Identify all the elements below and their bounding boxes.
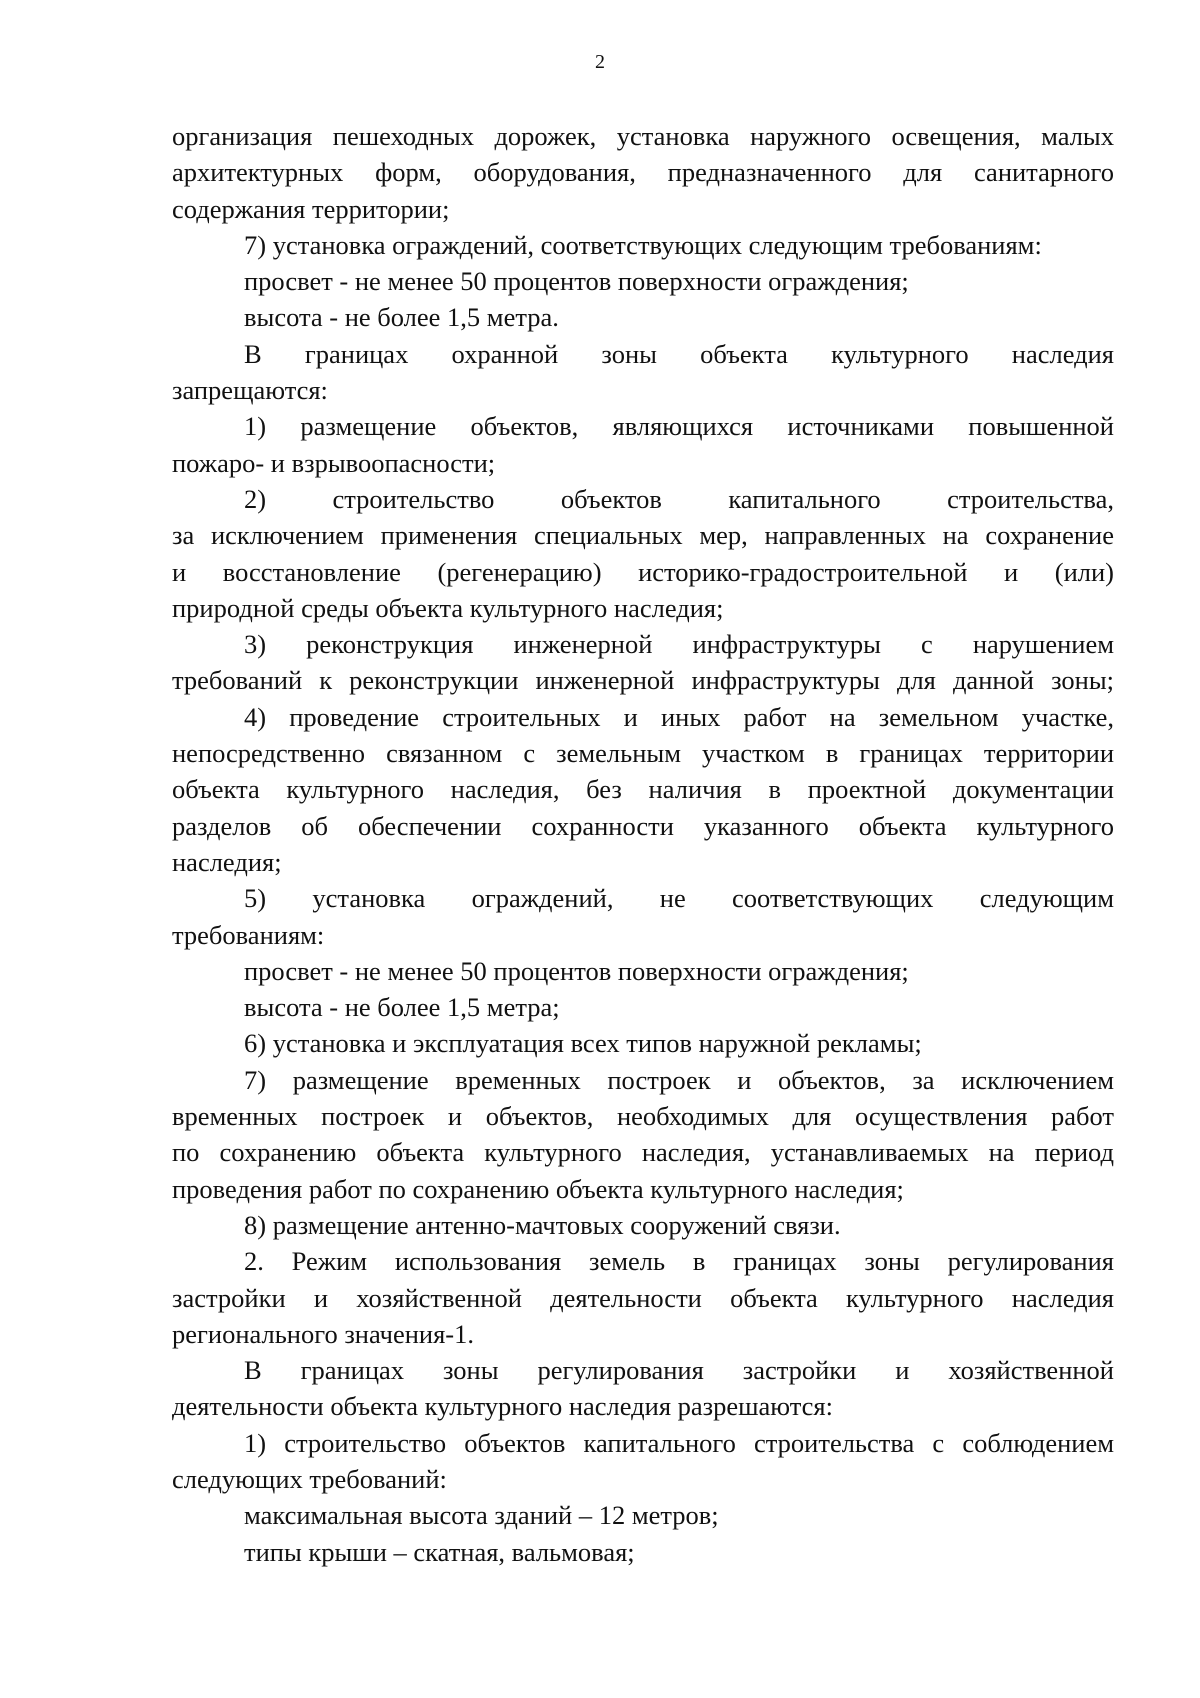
text-line: объекта культурного наследия, без наличия в проектной документации bbox=[172, 774, 1114, 805]
text-line: непосредственно связанном с земельным участком в границах территории bbox=[172, 738, 1114, 769]
text-line: 5) установка ограждений, не соответствующих следующим bbox=[244, 883, 1114, 914]
text-line: природной среды объекта культурного наследия; bbox=[172, 592, 724, 623]
text-line: пожаро- и взрывоопасности; bbox=[172, 447, 496, 478]
text-line: 8) размещение антенно-мачтовых сооружений связи. bbox=[244, 1209, 841, 1240]
text-line: деятельности объекта культурного наследия разрешаются: bbox=[172, 1391, 833, 1422]
text-line: высота - не более 1,5 метра. bbox=[244, 302, 559, 333]
text-line: 7) установка ограждений, соответствующих следующим требованиям: bbox=[244, 229, 1042, 260]
text-line: В границах зоны регулирования застройки и хозяйственной bbox=[244, 1355, 1114, 1386]
text-line: 6) установка и эксплуатация всех типов наружной рекламы; bbox=[244, 1028, 922, 1059]
text-line: застройки и хозяйственной деятельности объекта культурного наследия bbox=[172, 1282, 1114, 1313]
text-line: В границах охранной зоны объекта культурного наследия bbox=[244, 338, 1114, 369]
text-line: содержания территории; bbox=[172, 193, 450, 224]
text-line: типы крыши – скатная, вальмовая; bbox=[244, 1536, 635, 1567]
text-line: 1) размещение объектов, являющихся источниками повышенной bbox=[244, 411, 1114, 442]
document-body bbox=[172, 118, 1114, 1570]
text-line: запрещаются: bbox=[172, 375, 328, 406]
text-line: 7) размещение временных построек и объектов, за исключением bbox=[244, 1064, 1114, 1095]
text-line: 2) строительство объектов капитального строительства, bbox=[244, 483, 1114, 514]
text-line: наследия; bbox=[172, 846, 282, 877]
text-line: 4) проведение строительных и иных работ на земельном участке, bbox=[244, 701, 1114, 732]
text-line: 3) реконструкция инженерной инфраструктуры с нарушением bbox=[244, 629, 1114, 660]
page-number: 2 bbox=[595, 51, 605, 73]
text-line: высота - не более 1,5 метра; bbox=[244, 992, 560, 1023]
text-line: 2. Режим использования земель в границах зоны регулирования bbox=[244, 1246, 1114, 1277]
text-line: следующих требований: bbox=[172, 1463, 447, 1494]
text-line: разделов об обеспечении сохранности указанного объекта культурного bbox=[172, 810, 1114, 841]
text-line: 1) строительство объектов капитального строительства с соблюдением bbox=[244, 1427, 1114, 1458]
text-line: организация пешеходных дорожек, установка наружного освещения, малых bbox=[172, 121, 1114, 151]
text-line: просвет - не менее 50 процентов поверхности ограждения; bbox=[244, 266, 909, 297]
text-line: просвет - не менее 50 процентов поверхности ограждения; bbox=[244, 955, 909, 986]
text-line: требованиям: bbox=[172, 919, 325, 950]
text-line: регионального значения-1. bbox=[172, 1318, 475, 1349]
text-line: и восстановление (регенерацию) историко-градостроительной и (или) bbox=[172, 556, 1114, 587]
text-line: архитектурных форм, оборудования, предназначенного для санитарного bbox=[172, 157, 1114, 188]
text-line: временных построек и объектов, необходимых для осуществления работ bbox=[172, 1101, 1114, 1132]
text-line: проведения работ по сохранению объекта культурного наследия; bbox=[172, 1173, 904, 1204]
text-line: максимальная высота зданий – 12 метров; bbox=[244, 1500, 719, 1531]
text-line: по сохранению объекта культурного наследия, устанавливаемых на период bbox=[172, 1137, 1114, 1168]
text-line: за исключением применения специальных мер, направленных на сохранение bbox=[172, 520, 1114, 551]
text-line: требований к реконструкции инженерной инфраструктуры для данной зоны; bbox=[172, 665, 1114, 696]
